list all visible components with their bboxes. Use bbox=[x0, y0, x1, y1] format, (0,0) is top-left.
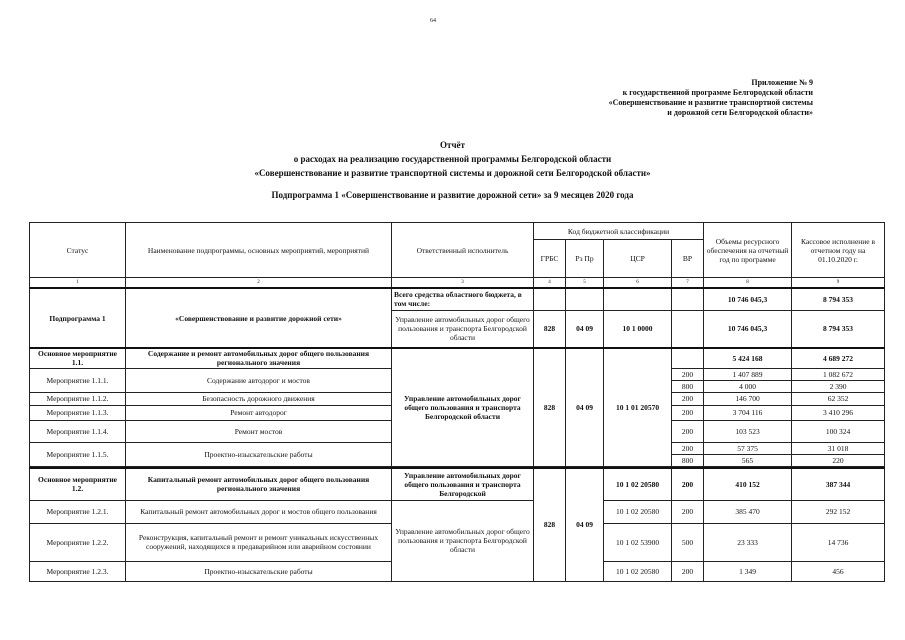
main-event-status: Основное мероприятие 1.2. bbox=[30, 468, 126, 500]
event-name: Содержание автодорог и мостов bbox=[126, 368, 392, 392]
header-grbs: ГРБС bbox=[534, 240, 566, 278]
main-event-executor: Управление автомобильных дорог общего пользования и транспорта Белгородской области bbox=[392, 348, 534, 467]
event-status: Мероприятие 1.2.3. bbox=[30, 561, 126, 581]
event-cash: 3 410 296 bbox=[792, 405, 885, 420]
header-rzpr: Рз Пр bbox=[566, 240, 604, 278]
event-name: Безопасность дорожного движения bbox=[126, 392, 392, 405]
event-volume: 146 700 bbox=[704, 392, 792, 405]
event-status: Мероприятие 1.2.2. bbox=[30, 523, 126, 561]
event-csr: 10 1 02 20580 bbox=[604, 500, 672, 523]
main-event-cash: 4 689 272 bbox=[792, 348, 885, 368]
header-vr: ВР bbox=[672, 240, 704, 278]
event-volume: 23 333 bbox=[704, 523, 792, 561]
event-vr: 200 bbox=[672, 392, 704, 405]
main-event-csr: 10 1 02 20580 bbox=[604, 468, 672, 500]
event-vr: 200 bbox=[672, 420, 704, 442]
event-vr: 500 bbox=[672, 523, 704, 561]
header-name: Наименование подпрограммы, основных мероприятий, мероприятий bbox=[126, 223, 392, 278]
appendix-line: и дорожной сети Белгородской области» bbox=[667, 108, 813, 117]
main-event-csr: 10 1 01 20570 bbox=[604, 348, 672, 467]
subprogram-status: Подпрограмма 1 bbox=[30, 288, 126, 348]
main-event-rzpr: 04 09 bbox=[566, 348, 604, 467]
event-volume: 385 470 bbox=[704, 500, 792, 523]
col-number: 4 bbox=[534, 278, 566, 289]
event-status: Мероприятие 1.2.1. bbox=[30, 500, 126, 523]
subprogram-total-cash: 8 794 353 bbox=[792, 288, 885, 310]
event-volume: 57 375 bbox=[704, 442, 792, 454]
event-status: Мероприятие 1.1.4. bbox=[30, 420, 126, 442]
event-cash: 2 390 bbox=[792, 380, 885, 392]
report-program-name: «Совершенствование и развитие транспортной системы и дорожной сети Белгородской области» bbox=[254, 168, 651, 178]
col-number: 1 bbox=[30, 278, 126, 289]
event-name: Капитальный ремонт автомобильных дорог и мостов общего пользования bbox=[126, 500, 392, 523]
event-cash: 62 352 bbox=[792, 392, 885, 405]
event-status: Мероприятие 1.1.1. bbox=[30, 368, 126, 392]
main-event-grbs: 828 bbox=[534, 348, 566, 467]
event-vr: 200 bbox=[672, 368, 704, 380]
main-event-grbs: 828 bbox=[534, 468, 566, 581]
event-volume: 1 349 bbox=[704, 561, 792, 581]
event-csr: 10 1 02 20580 bbox=[604, 561, 672, 581]
appendix-line: «Совершенствование и развитие транспортной системы bbox=[608, 98, 813, 107]
event-vr: 800 bbox=[672, 380, 704, 392]
subprogram-volume: 10 746 045,3 bbox=[704, 310, 792, 348]
page-number: 64 bbox=[430, 18, 436, 24]
event-vr: 200 bbox=[672, 561, 704, 581]
event-vr: 200 bbox=[672, 442, 704, 454]
event-status: Мероприятие 1.1.2. bbox=[30, 392, 126, 405]
report-subtitle: о расходах на реализацию государственной программы Белгородской области bbox=[293, 154, 612, 164]
col-number: 6 bbox=[604, 278, 672, 289]
event-cash: 456 bbox=[792, 561, 885, 581]
event-volume: 1 407 889 bbox=[704, 368, 792, 380]
event-volume: 3 704 116 bbox=[704, 405, 792, 420]
main-event-executor: Управление автомобильных дорог общего пользования и транспорта Белгородской bbox=[392, 468, 534, 500]
event-executor: Управление автомобильных дорог общего пользования и транспорта Белгородской области bbox=[392, 500, 534, 581]
main-event-volume: 410 152 bbox=[704, 468, 792, 500]
header-executor: Ответственный исполнитель bbox=[392, 223, 534, 278]
header-budget-code: Код бюджетной классификации bbox=[534, 223, 704, 240]
subprogram-executor: Управление автомобильных дорог общего пользования и транспорта Белгородской области bbox=[392, 310, 534, 348]
event-name: Ремонт мостов bbox=[126, 420, 392, 442]
event-status: Мероприятие 1.1.3. bbox=[30, 405, 126, 420]
main-event-cash: 387 344 bbox=[792, 468, 885, 500]
col-number: 2 bbox=[126, 278, 392, 289]
event-cash: 1 082 672 bbox=[792, 368, 885, 380]
appendix-line: к государственной программе Белгородской области bbox=[622, 88, 813, 97]
main-event-name: Капитальный ремонт автомобильных дорог общего пользования регионального значения bbox=[126, 468, 392, 500]
header-volume: Объемы ресурсного обеспечения на отчетный год по программе bbox=[704, 223, 792, 278]
event-name: Проектно-изыскательские работы bbox=[126, 442, 392, 466]
main-event-vr: 200 bbox=[672, 468, 704, 500]
main-event-name: Содержание и ремонт автомобильных дорог общего пользования регионального значения bbox=[126, 348, 392, 368]
subprogram-grbs: 828 bbox=[534, 310, 566, 348]
header-cash: Кассовое исполнение в отчетном году на 01.10.2020 г. bbox=[792, 223, 885, 278]
event-name: Проектно-изыскательские работы bbox=[126, 561, 392, 581]
event-csr: 10 1 02 53900 bbox=[604, 523, 672, 561]
event-vr: 800 bbox=[672, 454, 704, 466]
appendix-note bbox=[553, 78, 813, 118]
event-vr: 200 bbox=[672, 500, 704, 523]
event-name: Реконструкция, капитальный ремонт и ремонт уникальных искусственных сооружений, находящихся в предаварийном или аварийном состоянии bbox=[126, 523, 392, 561]
report-title: Отчёт bbox=[440, 140, 465, 150]
main-event-volume: 5 424 168 bbox=[704, 348, 792, 368]
event-volume: 565 bbox=[704, 454, 792, 466]
col-number: 7 bbox=[672, 278, 704, 289]
header-csr: ЦСР bbox=[604, 240, 672, 278]
event-cash: 220 bbox=[792, 454, 885, 466]
event-name: Ремонт автодорог bbox=[126, 405, 392, 420]
report-subprogram-name: Подпрограмма 1 «Совершенствование и развитие дорожной сети» за 9 месяцев 2020 года bbox=[271, 190, 634, 200]
subprogram-csr: 10 1 0000 bbox=[604, 310, 672, 348]
main-event-status: Основное мероприятие 1.1. bbox=[30, 348, 126, 368]
main-event-rzpr: 04 09 bbox=[566, 468, 604, 581]
appendix-line: Приложение № 9 bbox=[751, 78, 813, 87]
event-cash: 292 152 bbox=[792, 500, 885, 523]
col-number: 5 bbox=[566, 278, 604, 289]
event-status: Мероприятие 1.1.5. bbox=[30, 442, 126, 466]
subprogram-rzpr: 04 09 bbox=[566, 310, 604, 348]
subprogram-cash: 8 794 353 bbox=[792, 310, 885, 348]
subprogram-name: «Совершенствование и развитие дорожной сети» bbox=[126, 288, 392, 348]
expense-report-table bbox=[29, 222, 885, 582]
header-status: Статус bbox=[30, 223, 126, 278]
event-volume: 103 523 bbox=[704, 420, 792, 442]
event-cash: 100 324 bbox=[792, 420, 885, 442]
col-number: 3 bbox=[392, 278, 534, 289]
subprogram-total-label: Всего средства областного бюджета, в том числе: bbox=[392, 288, 534, 310]
event-cash: 14 736 bbox=[792, 523, 885, 561]
col-number: 8 bbox=[704, 278, 792, 289]
subprogram-total-volume: 10 746 045,3 bbox=[704, 288, 792, 310]
col-number: 9 bbox=[792, 278, 885, 289]
event-volume: 4 000 bbox=[704, 380, 792, 392]
event-cash: 31 018 bbox=[792, 442, 885, 454]
event-vr: 200 bbox=[672, 405, 704, 420]
